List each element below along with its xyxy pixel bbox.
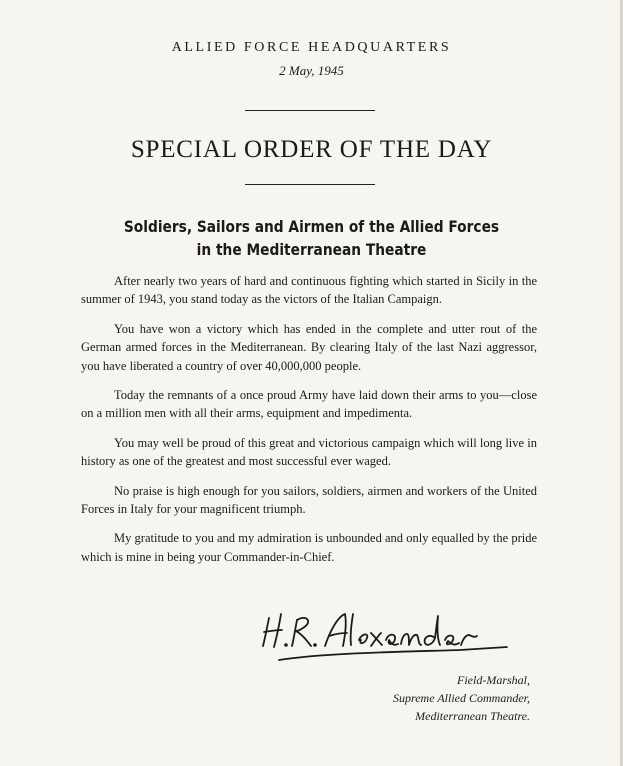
divider-bottom — [245, 184, 375, 185]
paragraph-4: You may well be proud of this great and victorious campaign which will long live in history as one of the greatest and most successful ever waged. — [81, 435, 537, 469]
signatory-rank: Field-Marshal, — [457, 673, 530, 687]
handwritten-signature — [255, 600, 525, 670]
divider-top — [245, 110, 375, 111]
subheading-line-1: Soldiers, Sailors and Airmen of the Allied Forces — [123, 217, 500, 236]
paragraph-2: You have won a victory which has ended in the complete and utter rout of the German armed forces in the Mediterranean. By clearing Italy of the last Nazi aggressor, you have liberated a country of over 40,000,000 people. — [81, 321, 537, 373]
signatory-theatre: Mediterranean Theatre. — [415, 709, 530, 723]
signatory-block — [393, 671, 530, 725]
signatory-position: Supreme Allied Commander, — [393, 691, 530, 705]
subheading-line-2: in the Mediterranean Theatre — [196, 240, 427, 259]
paragraph-5: No praise is high enough for you sailors, soldiers, airmen and workers of the United Forces in Italy for your magnificent triumph. — [81, 483, 537, 517]
paragraph-6: My gratitude to you and my admiration is unbounded and only equalled by the pride which is mine in being your Commander-in-Chief. — [81, 531, 537, 564]
paragraph-3: Today the remnants of a once proud Army have laid down their arms to you—close on a million men with all their arms, equipment and impedimenta. — [81, 388, 537, 421]
document-date: 2 May, 1945 — [279, 63, 344, 78]
order-body — [81, 272, 537, 577]
headquarters-heading: ALLIED FORCE HEADQUARTERS — [171, 40, 452, 55]
document-title: SPECIAL ORDER OF THE DAY — [130, 136, 493, 163]
paragraph-1: After nearly two years of hard and continuous fighting which started in Sicily in the summer of 1943, you stand today as the victors of the Italian Campaign. — [81, 274, 537, 307]
